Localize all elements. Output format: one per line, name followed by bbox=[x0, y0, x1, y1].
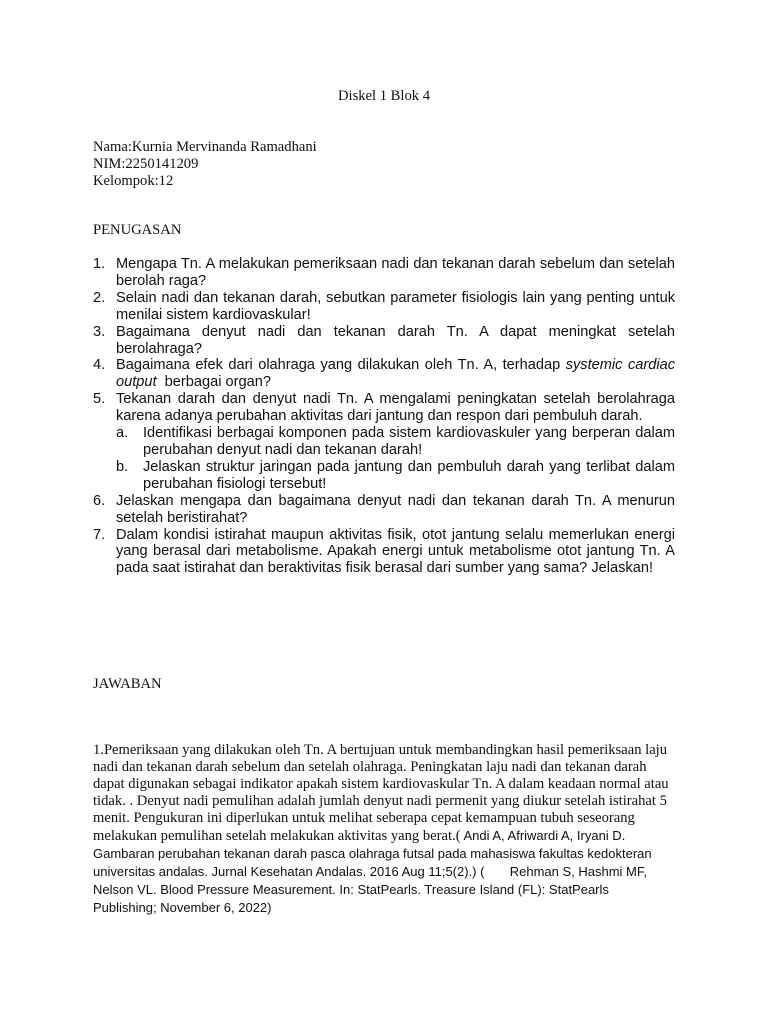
question-text: Jelaskan mengapa dan bagaimana denyut nadi dan tekanan darah Tn. A menurun setelah beristirahat? bbox=[116, 492, 675, 526]
question-text: Bagaimana denyut nadi dan tekanan darah Tn. A dapat meningkat setelah berolahraga? bbox=[116, 323, 675, 357]
student-info bbox=[93, 139, 317, 190]
question-number: 7. bbox=[93, 526, 106, 543]
penugasan-heading: PENUGASAN bbox=[93, 222, 182, 238]
question-item bbox=[93, 324, 675, 358]
subquestion-text: Identifikasi berbagai komponen pada sistem kardiovaskuler yang berperan dalam perubahan denyut nadi dan tekanan darah! bbox=[143, 425, 675, 458]
question-text: Mengapa Tn. A melakukan pemeriksaan nadi dan tekanan darah sebelum dan setelah berolah raga? bbox=[116, 256, 675, 289]
student-nim: NIM:2250141209 bbox=[93, 156, 199, 172]
question-text: Dalam kondisi istirahat maupun aktivitas fisik, otot jantung selalu memerlukan energi yang berasal dari metabolisme. Apakah energi untuk metabolisme otot jantung Tn. A pada saat istirahat dan beraktivitas fisik berasal dari sumber yang sama? Jelaskan! bbox=[116, 526, 675, 577]
subquestion-letter: a. bbox=[116, 425, 129, 442]
question-item bbox=[93, 391, 675, 425]
question-text: Bagaimana efek dari olahraga yang dilakukan oleh Tn. A, terhadap bbox=[116, 357, 566, 374]
question-text-italic: systemic cardiac output bbox=[116, 357, 675, 391]
question-number: 6. bbox=[93, 492, 106, 509]
subquestion-text: Jelaskan struktur jaringan pada jantung dan pembuluh darah yang terlibat dalam perubahan fisiologi tersebut! bbox=[143, 458, 675, 492]
subquestion-item bbox=[93, 425, 675, 459]
answer-paragraph bbox=[93, 742, 675, 917]
question-item bbox=[93, 527, 675, 578]
document-title: Diskel 1 Blok 4 bbox=[337, 88, 431, 104]
student-name: Nama:Kurnia Mervinanda Ramadhani bbox=[93, 139, 317, 155]
jawaban-heading: JAWABAN bbox=[93, 676, 162, 692]
question-item bbox=[93, 290, 675, 324]
question-number: 2. bbox=[93, 289, 106, 306]
question-item bbox=[93, 357, 675, 391]
question-text: Selain nadi dan tekanan darah, sebutkan parameter fisiologis lain yang penting untuk menilai sistem kardiovaskular! bbox=[116, 289, 675, 323]
student-group: Kelompok:12 bbox=[93, 173, 174, 189]
question-number: 5. bbox=[93, 391, 106, 408]
question-number: 4. bbox=[93, 357, 106, 374]
question-number: 3. bbox=[93, 323, 106, 340]
question-list bbox=[93, 256, 675, 577]
answer-citation: Andi A, Afriwardi A, Iryani D. Gambaran perubahan tekanan darah pasca olahraga futsal pada mahasiswa fakultas kedokteran universitas andalas. Jurnal Kesehatan Andalas. 2016 Aug 11;5(2).) ( Rehman S, Hashmi MF, Nelson VL. Blood Pressure Measurement. In: StatPearls. Treasure Island (FL): StatPearls Publishing; November 6, 2022) bbox=[93, 828, 656, 915]
subquestion-item bbox=[93, 459, 675, 493]
answer-body: 1.Pemeriksaan yang dilakukan oleh Tn. A bertujuan untuk membandingkan hasil pemeriksaan laju nadi dan tekanan darah sebelum dan setelah olahraga. Peningkatan laju nadi dan tekanan darah dapat digunakan sebagai indikator apakah sistem kardiovaskular Tn. A dalam keadaan normal atau tidak. . Denyut nadi pemulihan adalah jumlah denyut nadi permenit yang diukur setelah istirahat 5 menit. Pengukuran ini diperlukan untuk melihat seberapa cepat kemampuan tubuh seseorang melakukan pemulihan setelah melakukan aktivitas yang berat.( bbox=[93, 742, 669, 844]
question-text: berbagai organ? bbox=[156, 374, 271, 391]
question-item bbox=[93, 493, 675, 527]
question-item bbox=[93, 256, 675, 290]
subquestion-letter: b. bbox=[116, 458, 129, 475]
question-text: Tekanan darah dan denyut nadi Tn. A mengalami peningkatan setelah berolahraga karena adanya perubahan aktivitas dari jantung dan respon dari pembuluh darah. bbox=[116, 391, 675, 425]
question-number: 1. bbox=[93, 256, 106, 272]
